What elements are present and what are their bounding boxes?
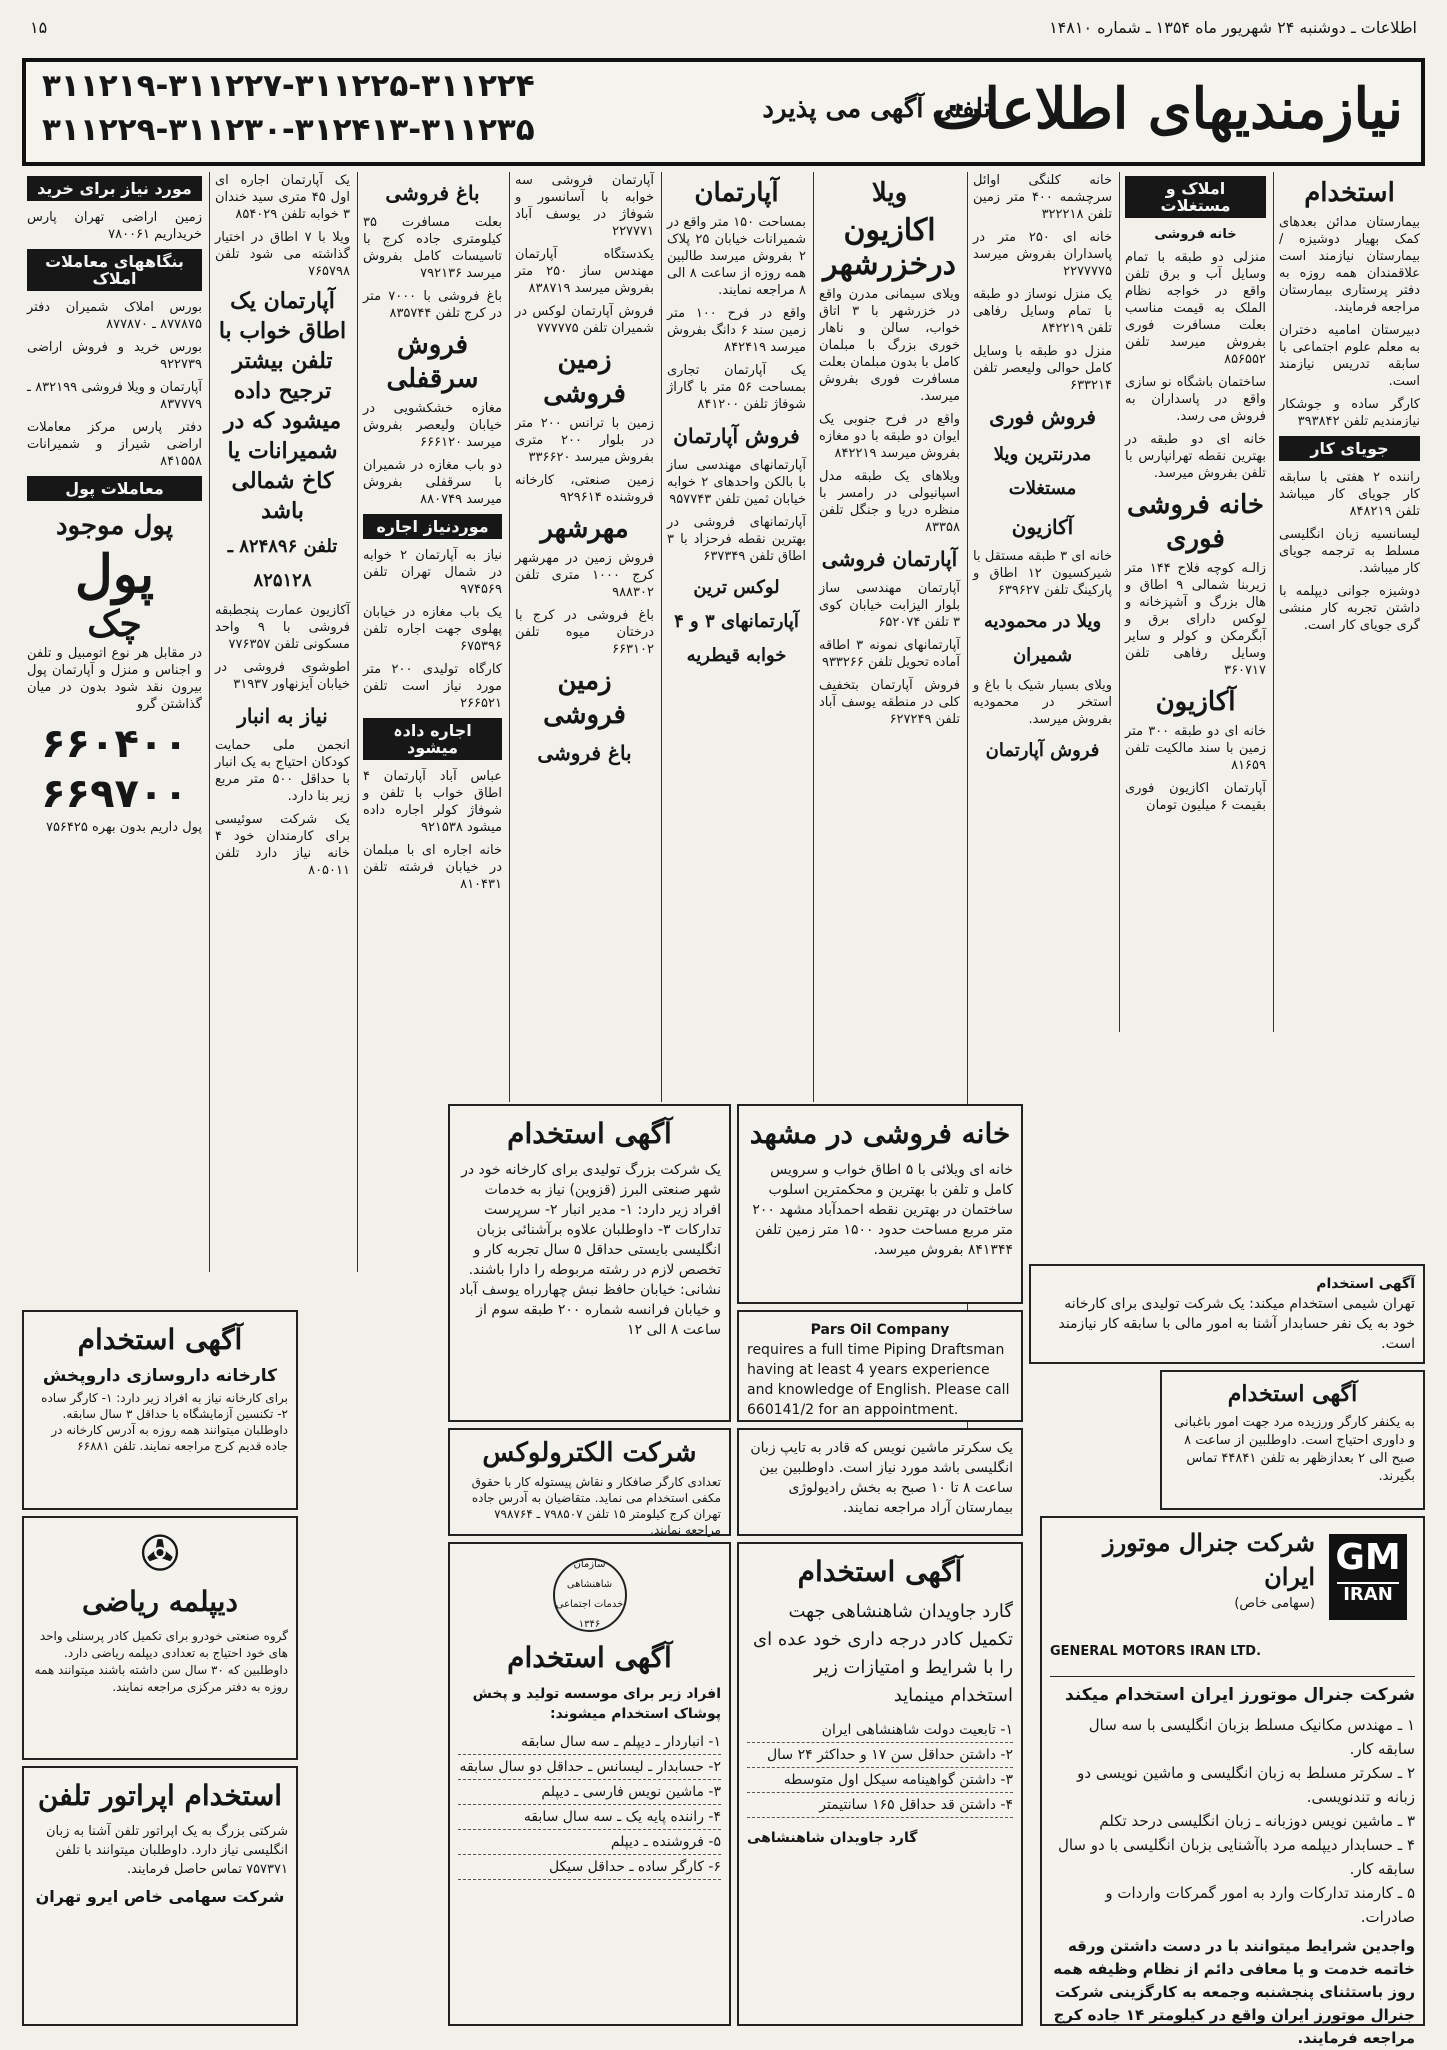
masthead [22,58,1425,166]
ad-headline: ویلا در محمودیه شمیران [983,611,1102,666]
ad-headline: مدرنترین ویلا مستغلات [993,444,1092,499]
ad-box-tehran-chemie [1029,1264,1425,1364]
ad-box-darou-pakhsh [22,1310,298,1510]
list-item: ۱ ـ مهندس مکانیک مسلط بزبان انگلیسی با سه سال سابقه کار. [1088,1716,1415,1758]
list-item: ۱- تابعیت دولت شاهنشاهی ایران [747,1718,1013,1743]
classified-ad: دفتر پارس مرکز معاملات اراضی شیراز و شمیرانات ۸۴۱۵۵۸ [27,420,202,469]
ad-box-mashhad-house [737,1104,1023,1304]
subsection-house-sale: خانه فروشی [1154,227,1237,242]
ad-headline: پول موجود [55,511,174,541]
page-number: ۱۵ [30,18,48,37]
box-title: آگهی استخدام [1227,1381,1358,1407]
spacer [1040,1455,1041,1456]
gm-logo-bottom: IRAN [1337,1582,1399,1606]
section-job-seekers: جویای کار [1279,436,1420,461]
ad-headline: زمین فروشی [543,345,626,409]
column-8 [209,172,355,1272]
classified-ad: منزل دو طبقه با وسایل کامل حوالی ولیعصر تلفن ۶۳۳۲۱۴ [973,344,1112,393]
classified-ad: خانه اجاره ای با مبلمان در خیابان فرشته تلفن ۸۱۰۴۳۱ [363,843,502,892]
box-title: شرکت الکترولوکس [482,1438,697,1468]
ad-headline: باغ فروشی [537,741,632,765]
gm-footer: واجدین شرایط میتوانند با در دست داشتن ورقه خاتمه خدمت و یا معافی دائم از نظام وظیفه همه روز باستثنای پنجشنبه وجمعه به کارگزینی شرکت جنرال موتورز ایران واقع در کیلومتر ۱۴ جاده کرج مراجعه فرمایند. [1053,1937,1415,2047]
page-header [30,14,1417,44]
ad-headline: اکازیون درخزرشهر [823,213,956,282]
ad-check-big: چک [87,603,142,645]
ad-headline: فروش آپارتمان [985,740,1100,761]
classified-ad: آپارتمانهای فروشی در بهترین نقطه فرحزاد با ۳ اطاق تلفن ۶۳۷۳۴۹ [667,515,806,564]
classified-ad: ساختمان باشگاه نو سازی واقع در پاسداران به فروش می رسد. [1125,375,1266,424]
ad-box-social-services [448,1542,731,2026]
box-body: به یکنفر کارگر ورزیده مرد جهت امور باغبانی و داوری احتیاج است. داوطلبین از ساعت ۸ صبح الی ۲ بعدازظهر به تلفن ۴۴۸۴۱ تماس بگیرند. [1174,1415,1415,1484]
box-body: تعدادی کارگر صافکار و نقاش پیستوله کار با حقوق مکفی استخدام می نماید. متقاضیان به آدرس جاده تهران کرج کیلومتر ۱۵ تلفن ۷۹۸۵۰۷ ـ ۷۹۸۷۶۴ مراجعه نمایند. [471,1475,721,1537]
list-item: ۵- فروشنده ـ دیپلم [458,1830,721,1855]
box-body: برای کارخانه نیاز به افراد زیر دارد: ۱- کارگر ساده ۲- تکنسین آزمایشگاه با حداقل ۳ سال سابقه. داوطلبان میتوانند همه روزه به آدرس کارخانه در جاده قدیم کرج مراجعه نمایند. تلفن ۶۶۸۸۱ [41,1391,288,1453]
classified-ad: راننده ۲ هفتی با سابقه کار جویای کار میباشد تلفن ۸۴۸۲۱۹ [1279,470,1420,519]
gm-logo-icon [1329,1534,1407,1620]
section-money-deals: معاملات پول [27,476,202,501]
classified-ad: بورس خرید و فروش اراضی ۹۲۲۷۳۹ [27,340,202,372]
ad-headline: باغ فروشی [385,181,480,205]
ad-headline: آکازیون [1155,687,1236,717]
classified-ad: ویلای سیمانی مدرن واقع در خزرشهر با ۳ اتاق خواب، سالن و ناهار خوری بزرگ با مبلمان کامل با بدون مبلمان بعلت مسافرت فوری بفروش میرسد. [819,287,960,404]
classified-ad: یک باب مغازه در خیابان پهلوی جهت اجاره تلفن ۶۷۵۳۹۶ [363,605,502,654]
classified-ad: دبیرستان امامیه دختران به معلم علوم اجتماعی با سابقه تدریس نیازمند است. [1279,323,1420,389]
classified-ad: فروش زمین در مهرشهر کرج ۱۰۰۰ متری تلفن ۹۸۸۳۰۲ [515,551,654,600]
list-item: ۱- انباردار ـ دیپلم ـ سه سال سابقه [458,1730,721,1755]
ad-money-big: پول [74,544,155,605]
ad-box-employment-a [448,1104,731,1422]
masthead-title: نیازمندیهای اطلاعات [931,76,1403,142]
list-item: ۳- داشتن گواهینامه سیکل اول متوسطه [747,1768,1013,1793]
gm-company-sub: (سهامی خاص) [1234,1596,1315,1611]
classified-ad: ویلاهای یک طبقه مدل اسپانیولی در رامسر با منظره دریا و جنگل تلفن ۸۳۳۵۸ [819,469,960,535]
ad-headline: آپارتمان یک اطاق خواب با تلفن بیشتر ترجیح داده میشود که در شمیرانات یا کاخ شمالی باشد [218,288,347,524]
box-body: خانه ای ویلائی با ۵ اطاق خواب و سرویس کامل و تلفن با بهترین و محکمترین اسلوب ساختمان در بهترین نقطه احمدآباد مشهد ۲۰۰ متر مربع مساحت حدود ۱۵۰۰ متر زمین تلفن ۸۴۱۳۴۴ بفروش میرسد. [752,1162,1013,1258]
list-item: ۲ ـ سکرتر مسلط به زبان انگلیسی و ماشین نویسی دو زبانه و تندنویسی. [1077,1764,1415,1806]
ad-headline: آپارتمان [694,178,779,208]
classified-ad: یک آپارتمان اجاره ای اول ۴۵ متری سید خندان ۳ خوابه تلفن ۸۵۴۰۲۹ [215,173,351,222]
box-footer: شرکت سهامی خاص ایرو تهران [35,1887,285,1906]
box-title: آگهی استخدام [1316,1276,1415,1292]
classified-ad: دو باب مغازه در شمیران با سرقفلی بفروش میرسد ۸۸۰۷۴۹ [363,458,502,507]
ad-box-secretary [737,1428,1023,1536]
masthead-subtitle: تلفنی آگهی می پذیرد [762,94,991,124]
ad-phone: تلفن ۸۲۴۸۹۶ ـ ۸۲۵۱۲۸ [227,536,338,591]
column-9 [22,172,207,1302]
classified-ad: دوشیزه جوانی دیپلمه با داشتن تجربه کار منشی گری جویای کار است. [1279,584,1420,633]
ad-box-general-motors [1040,1516,1425,2047]
ad-headline: مهرشهر [540,514,629,544]
box-title: آگهی استخدام [507,1641,672,1674]
ad-box-gardener [1160,1370,1425,1510]
ad-headline: فروش فوری [989,405,1096,429]
masthead-phones-bottom: ۳۱۱۲۲۹-۳۱۱۲۳۰-۳۱۲۴۱۳-۳۱۱۲۳۵ [42,112,535,148]
classified-ad: بمساحت ۱۵۰ متر واقع در شمیرانات خیابان ۲۵ پلاک ۲ بفروش میرسد طالبین همه روزه از ساعت ۸ الی ۸ مراجعه نمایند. [667,215,807,298]
publication-line: اطلاعات ـ دوشنبه ۲۴ شهریور ماه ۱۳۵۴ ـ شماره ۱۴۸۱۰ [1049,18,1417,37]
classified-ad: باغ فروشی در کرج با درختان میوه تلفن ۶۶۳۱۰۲ [515,608,654,657]
box-subtitle: کارخانه داروسازی داروپخش [42,1366,278,1386]
ad-box-math-diploma [22,1516,298,1760]
column-2 [1119,172,1271,1032]
box-intro: افراد زیر برای موسسه تولید و پخش پوشاک استخدام میشوند: [472,1686,721,1722]
classified-ad: آپارتمانهای مهندسی ساز با بالکن واحدهای ۲ خوابه خیابان ثمین تلفن ۹۵۷۷۴۳ [667,458,806,507]
ad-headline: نیاز به انبار [237,704,328,728]
list-item: ۴- داشتن قد حداقل ۱۶۵ سانتیمتر [747,1793,1013,1818]
classified-ad: واقع در فرح جنوبی یک ایوان دو طبقه با دو مغازه بفروش میرسد ۸۴۲۲۱۹ [819,412,960,461]
classified-ad: خانه ای دو طبقه ۳۰۰ متر زمین با سند مالکیت تلفن ۸۱۶۵۹ [1125,724,1266,773]
gm-company-en: GENERAL MOTORS IRAN LTD. [1050,1644,1262,1659]
ad-box-imperial-guard [737,1542,1023,2026]
classified-ad: کارگاه تولیدی ۲۰۰ متر مورد نیاز است تلفن ۲۶۶۵۲۱ [363,662,502,711]
box-body: تهران شیمی استخدام میکند: یک شرکت تولیدی برای کارخانه خود به یک نفر حسابدار آشنا به امور مالی با سابقه کار نیازمند است. [1058,1296,1415,1352]
ad-box-telephone-operator [22,1766,298,2026]
masthead-phones-top: ۳۱۱۲۱۹-۳۱۱۲۲۷-۳۱۱۲۲۵-۳۱۱۲۲۴ [42,68,535,104]
ad-box-electrolux [448,1428,731,1536]
box-title: دیپلمه ریاضی [82,1585,238,1618]
section-real-estate-agencies: بنگاههای معاملات املاک [27,249,202,291]
classified-ad: آپارتمان فروشی سه خوابه با آسانسور و شوفاژ در یوسف آباد ۲۲۷۷۷۱ [515,173,654,239]
gm-company-fa: شرکت جنرال موتورز ایران [1103,1528,1315,1591]
classified-ad: زمین اراضی تهران پارس خریداریم ۷۸۰۰۶۱ [27,210,202,242]
box-title: خانه فروشی در مشهد [749,1117,1011,1150]
classified-ad: پول داریم بدون بهره ۷۵۶۴۲۵ [45,820,202,835]
list-item: ۳- ماشین نویس فارسی ـ دیپلم [458,1780,721,1805]
classified-ad: واقع در فرح ۱۰۰ متر زمین سند ۶ دانگ بفروش میرسد ۸۴۲۴۱۹ [667,306,807,355]
classified-ad: انجمن ملی حمایت کودکان احتیاج به یک انبار با حداقل ۵۰۰ متر مربع زیر بنا دارد. [215,738,351,804]
classified-ad: فروش آپارتمان لوکس در شمیران تلفن ۷۷۷۷۷۵ [515,304,654,336]
ad-headline: فروش سرقفلی [386,330,479,394]
classified-ad: آپارتمان اکازیون فوری بقیمت ۶ میلیون تومان [1125,781,1266,813]
ad-headline: خانه فروشی فوری [1126,490,1264,554]
list-item: ۳ ـ ماشین نویس دوزبانه ـ زبان انگلیسی درحد تکلم [1099,1812,1415,1830]
classified-ad: آکازیون عمارت پنجطبقه فروشی با ۹ واحد مسکونی تلفن ۷۷۶۳۵۷ [215,603,350,652]
ad-phone-big: ۶۶۰۴۰۰ [41,721,188,767]
box-body: requires a full time Piping Draftsman having at least 4 years experience and knowledge of English. Please call 660141/2 for an appointment. [747,1342,1010,1418]
box-body: یک سکرتر ماشین نویس که قادر به تایپ زبان انگلیسی باشد مورد نیاز است. داوطلبین بین ساعت ۸ تا ۱۰ صبح به بخش رادیولوژی بیمارستان آراد مراجعه نمایند. [750,1440,1013,1516]
classified-ad: باغ فروشی با ۷۰۰۰ متر در کرج تلفن ۸۳۵۷۴۴ [363,289,502,321]
list-item: ۶- کارگر ساده ـ حداقل سیکل [458,1855,721,1880]
column-5 [661,172,811,1102]
classified-ad: زمین با ترانس ۲۰۰ متر در بلوار ۲۰۰ متری بفروش میرسد ۳۳۶۶۲۰ [515,416,655,465]
classified-ad: زمین صنعتی، کارخانه فروشنده ۹۲۹۶۱۴ [515,473,654,505]
box-title: Pars Oil Company [810,1322,950,1338]
ad-phone-big: ۶۶۹۷۰۰ [41,771,188,817]
gm-heading: شرکت جنرال موتورز ایران استخدام میکند [1050,1676,1415,1705]
classified-ad: یک منزل نوساز دو طبقه با تمام وسایل رفاهی تلفن ۸۴۲۲۱۹ [973,287,1112,336]
classified-ad: خانه ای ۳ طبقه مستقل با شیرکسیون ۱۲ اطاق و پارکینگ تلفن ۶۳۹۶۲۷ [973,549,1112,598]
ad-box-pars-oil [737,1310,1023,1422]
ad-headline: زمین فروشی [543,666,626,730]
classified-ad: خانه کلنگی اوائل سرچشمه ۴۰۰ متر زمین تلفن ۳۲۲۲۱۸ [973,173,1112,222]
classified-ad: عباس آباد آپارتمان ۴ اطاق خواب با تلفن و شوفاژ کولر اجاره داده میشود ۹۲۱۵۳۸ [363,769,502,835]
box-title: آگهی استخدام [77,1323,243,1356]
classified-ad: آپارتمان و ویلا فروشی ۸۳۲۱۹۹ ـ ۸۳۷۷۷۹ [27,380,202,412]
classified-ad: مغازه خشکشویی در خیابان ولیعصر بفروش میرسد ۶۶۶۱۲۰ [363,401,502,450]
ad-headline: ویلا [871,178,908,208]
classified-ad: فروش آپارتمان بتخفیف کلی در منطقه یوسف آباد تلفن ۶۲۷۲۴۹ [819,678,960,727]
list-item: ۴ ـ حسابدار دیپلمه مرد باآشنایی بزبان انگلیسی با دو سال سابقه کار. [1057,1836,1415,1878]
list-item: ۲- حسابدار ـ لیسانس ـ حداقل دو سال سابقه [458,1755,721,1780]
section-real-estate: املاک و مستغلات [1125,176,1266,218]
column-4 [813,172,965,1102]
classified-ad: آپارتمان مهندسی ساز بلوار الیزابت خیابان کوی ۳ تلفن ۶۵۲۰۷۴ [819,581,960,630]
classified-ad: بعلت مسافرت ۳۵ کیلومتری جاده کرج با تاسیسات کامل بفروش میرسد ۷۹۲۱۳۶ [363,215,502,281]
classified-ad: بیمارستان مدائن بعدهای کمک بهیار دوشیزه / بیمارستان نیازمند است علاقمندان همه روزه به دفتر پرستاری بیمارستان مراجعه فرمایند. [1279,215,1420,315]
section-wanted-rent: موردنیاز اجاره [363,514,502,539]
classified-ad: ویلا با ۷ اطاق در اختیار گذاشته می شود تلفن ۷۶۵۷۹۸ [215,230,350,279]
ad-headline: آپارتمان فروشی [821,547,958,571]
list-item: ۴- راننده پایه یک ـ سه سال سابقه [458,1805,721,1830]
box-footer: گارد جاویدان شاهنشاهی [747,1830,918,1846]
classified-ad: ویلای بسیار شیک با باغ و استخر در محمودیه بفروش میرسد. [973,678,1112,727]
box-title: آگهی استخدام [507,1117,672,1150]
box-body: گروه صنعتی خودرو برای تکمیل کادر پرسنلی واحد های خود احتیاج به تعدادی دیپلمه ریاضی دارد. داوطلبین که ۳۰ سال سن داشته باشند میتوانند همه روزه به دفتر مرکزی مراجعه نمایند. [34,1629,288,1694]
classified-ad: زالـه کوچه فلاح ۱۴۴ متر زیربنا شمالی ۹ اطاق و هال بزرگ و آشپزخانه و لوکس دارای برق و آبگرمکن و کولر و سایر وسایل رفاهی تلفن ۳۶۰۷۱۷ [1125,561,1266,678]
classified-ad: خانه ای دو طبقه در بهترین نقطه تهرانپارس با تلفن بفروش میرسد. [1125,432,1266,481]
mercedes-logo-icon: ✇ [139,1526,181,1582]
ad-headline: آکازیون [1011,515,1074,539]
classified-ad: کارگر ساده و جوشکار نیازمندیم تلفن ۳۹۳۸۴۲ [1279,397,1420,429]
list-item: ۵ ـ کارمند تدارکات وارد به امور گمرکات واردات و صادرات. [1105,1884,1415,1926]
section-for-rent: اجاره دادہ میشود [363,718,502,760]
classified-ad: آپارتمانهای نمونه ۳ اطاقه آماده تحویل تلفن ۹۳۳۲۶۶ [819,638,960,670]
box-body: شرکتی بزرگ به یک اپراتور تلفن آشنا به زبان انگلیسی نیاز دارد. داوطلبان میتوانند با تلفن ۷۵۷۳۷۱ تماس حاصل فرمایند. [45,1824,288,1877]
classified-ad: لیسانسیه زبان انگلیسی مسلط به ترجمه جویای کار میباشد. [1279,527,1420,576]
box-intro: گارد جاویدان شاهنشاهی جهت تکمیل کادر درجه داری خود عده ای را با شرایط و امتیازات زیر استخدام مینماید [753,1601,1013,1706]
classified-ad: یک شرکت سوئیسی برای کارمندان خود ۴ خانه نیاز دارد تلفن ۸۰۵۰۱۱ [215,812,350,878]
list-item: ۲- داشتن حداقل سن ۱۷ و حداکثر ۲۴ سال [747,1743,1013,1768]
box-title: آگهی استخدام [797,1555,963,1588]
classified-ad: یکدستگاه آپارتمان مهندس ساز ۲۵۰ متر بفروش میرسد ۸۳۸۷۱۹ [515,247,654,296]
box-body: یک شرکت بزرگ تولیدی برای کارخانه خود در شهر صنعتی البرز (قزوین) نیاز به خدمات افراد زیر دارد: ۱- مدیر انبار ۲- سرپرست تدارکات ۳- داوطلبان علاوه برآشنائی بزبان انگلیسی بایستی حداقل ۵ سال تجربه کار و تخصص لازم در رشته مربوطه را دارا باشند. نشانی: خیابان حافظ نبش چهارراه یوسف آباد و خیابان فرانسه شماره ۲۰۰ طبقه سوم از ساعت ۸ الی ۱۲ [459,1162,721,1338]
classified-ad: یک آپارتمان تجاری بمساحت ۵۶ متر با گاراژ شوفاژ تلفن ۸۴۱۲۰۰ [667,363,806,412]
column-1 [1273,172,1425,1032]
classified-ad: منزلی دو طبقه با تمام وسایل آب و برق تلفن واقع در خواجه نظام الملک به قیمت مناسب بعلت مسافرت فوری بفروش میرسد تلفن ۸۵۶۵۵۲ [1125,250,1266,367]
box-title: استخدام اپراتور تلفن [37,1779,283,1812]
classified-ad: نیاز به آپارتمان ۲ خوابه در شمال تهران تلفن ۹۷۴۵۶۹ [363,548,503,597]
classified-ad: در مقابل هر نوع اتومبیل و تلفن و اجناس و منزل و آپارتمان پول بیرون نقد شود بدون در میان گذاشتن گرو [27,646,202,712]
ad-headline: لوکس ترین آپارتمانهای ۳ و ۴ خوابه قیطریه [674,577,799,666]
gm-logo-top: GM [1335,1537,1401,1578]
ad-headline: فروش آپارتمان [673,424,800,448]
classified-ad: بورس املاک شمیران دفتر ۸۷۷۸۷۵ ـ ۸۷۷۸۷۰ [27,300,202,332]
classified-ad: اطوشوی فروشی در خیابان آیزنهاور ۳۱۹۳۷ [215,660,350,692]
column-6 [509,172,659,1102]
classified-ad: خانه ای ۲۵۰ متر در پاسداران بفروش میرسد ۲۲۷۷۷۷۵ [973,230,1113,279]
section-employment: استخدام [1304,178,1395,208]
section-wanted-purchase: مورد نیاز برای خرید [27,176,202,201]
organization-emblem-icon: سازمان شاهنشاهی خدمات اجتماعی ۱۳۴۶ [553,1558,627,1632]
